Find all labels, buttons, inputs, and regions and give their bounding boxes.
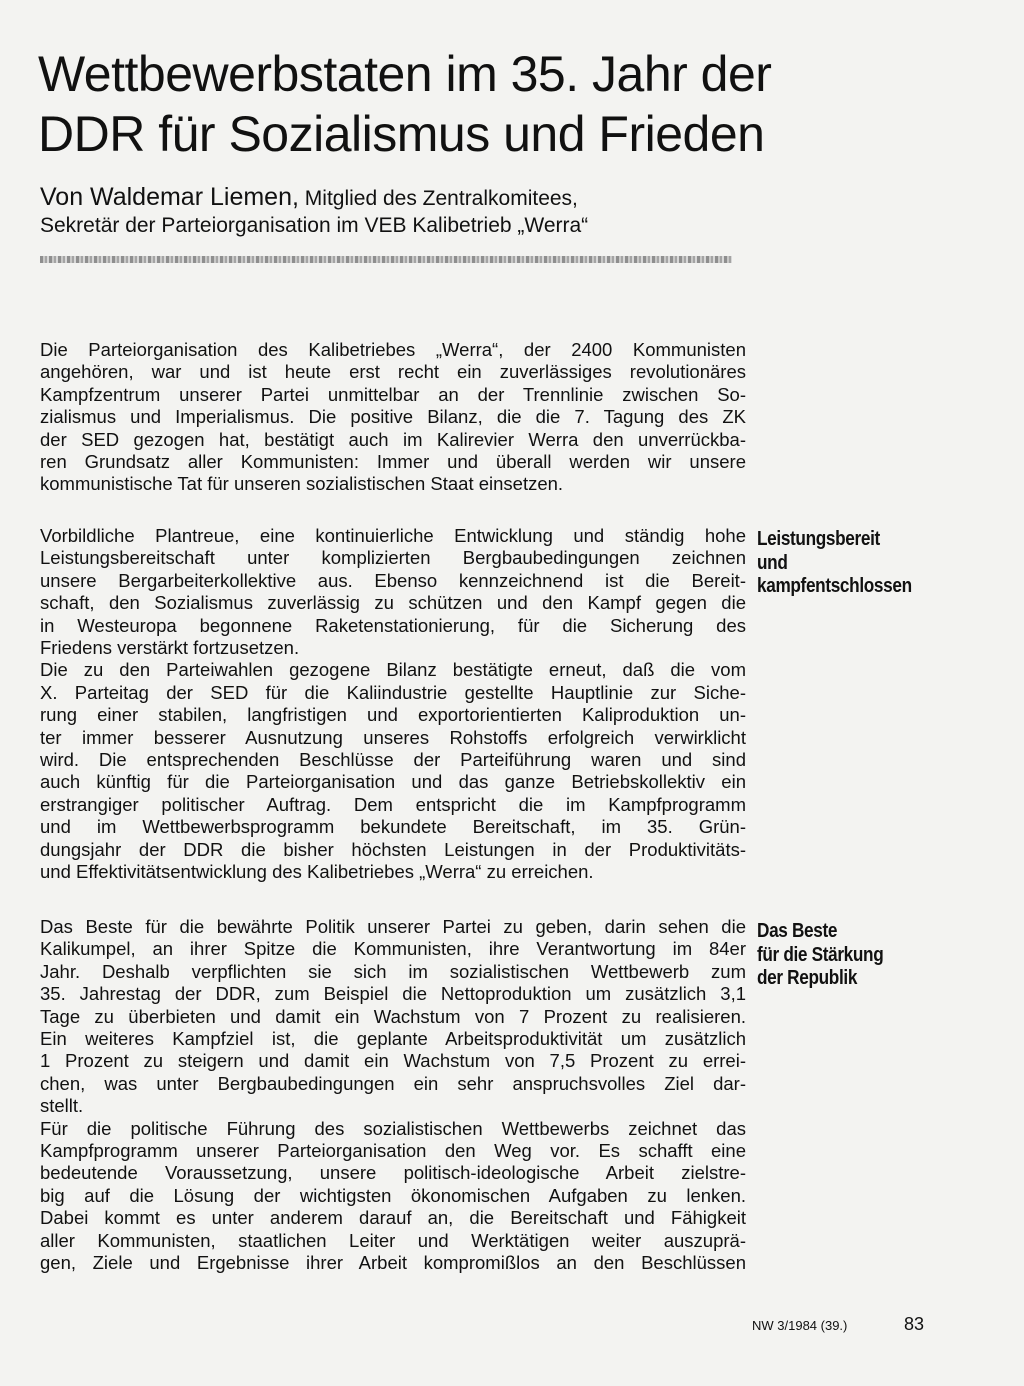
text-line: stellt. [40,1095,84,1117]
margin-heading-line: Leistungsbereit [757,528,880,550]
text-line: Für die politische Führung des sozialistischen Wettbewerbs zeichnet das [40,1117,746,1139]
text-line: Leistungsbereitschaft unter komplizierten Bergbaubedingungen zeichnen [40,547,746,569]
text-line: angehören, war und ist heute erst recht ein zuverlässiges revolutionäres [40,361,746,383]
margin-heading-line: Das Beste [757,920,838,942]
text-line: Die zu den Parteiwahlen gezogene Bilanz bestätigte erneut, daß die vom [40,659,746,681]
title-line: DDR für Sozialismus und Frieden [38,106,765,162]
paragraph [40,1118,746,1275]
text-line: Kampfprogramm unserer Parteiorganisation den Weg vor. Es schafft eine [40,1140,746,1162]
margin-heading-line: und [757,551,788,574]
text-line: Kalikumpel, an ihrer Spitze die Kommunisten, ihre Verantwortung im 84er [40,938,746,960]
paragraph [40,339,746,496]
text-line: erstrangiger politischer Auftrag. Dem entspricht die im Kampfprogramm [40,793,746,815]
text-line: Friedens verstärkt fortzusetzen. [40,637,300,659]
margin-heading-line: für die Stärkung [757,943,884,966]
text-line: dungsjahr der DDR die bisher höchsten Leistungen in der Produktivitäts- [40,838,746,860]
text-line: auch künftig für die Parteiorganisation und das ganze Betriebskollektiv ein [40,771,746,793]
text-line: gen, Ziele und Ergebnisse ihrer Arbeit kompromißlos an den Beschlüssen [40,1252,746,1274]
text-line: big auf die Lösung der wichtigsten ökonomischen Aufgaben zu lenken. [40,1184,746,1206]
margin-heading-1 [757,528,920,599]
text-line: Kampfzentrum unserer Partei unmittelbar an der Trennlinie zwischen So- [40,383,746,405]
article-title [38,44,898,164]
text-line: bedeutende Voraussetzung, unsere politisch-ideologische Arbeit zielstre- [40,1162,746,1184]
text-line: chen, was unter Bergbaubedingungen ein sehr anspruchsvolles Ziel dar- [40,1072,746,1094]
text-line: X. Parteitag der SED für die Kaliindustrie gestellte Hauptlinie zur Siche- [40,681,746,703]
text-line: kommunistische Tat für unseren sozialistischen Staat einsetzen. [40,473,564,495]
text-line: 1 Prozent zu steigern und damit ein Wachstum von 7,5 Prozent zu errei- [40,1050,746,1072]
text-line: und im Wettbewerbsprogramm bekundete Bereitschaft, im 35. Grün- [40,816,746,838]
text-line: zialismus und Imperialismus. Die positive Bilanz, die die 7. Tagung des ZK [40,406,746,428]
divider-rule [40,256,732,263]
byline [40,184,800,239]
title-line: Wettbewerbstaten im 35. Jahr der [38,46,772,102]
text-line: Ein weiteres Kampfziel ist, die geplante Arbeitsproduktivität um zusätzlich [40,1028,746,1050]
body-block-2 [40,525,746,884]
text-line: ren Grundsatz aller Kommunisten: Immer und überall werden wir unsere [40,451,746,473]
text-line: Das Beste für die bewährte Politik unserer Partei zu geben, darin sehen die [40,916,746,937]
text-line: und Effektivitätsentwicklung des Kalibetriebes „Werra“ zu erreichen. [40,861,594,883]
text-line: Die Parteiorganisation des Kalibetriebes „Werra“, der 2400 Kommunisten [40,339,746,360]
margin-heading-2 [757,920,920,991]
author-role: Sekretär der Parteiorganisation im VEB Kalibetrieb „Werra“ [40,214,589,237]
paragraph [40,916,746,1118]
text-line: in Westeuropa begonnene Raketenstationierung, für die Sicherung des [40,614,746,636]
text-line: Jahr. Deshalb verpflichten sie sich im sozialistischen Wettbewerb zum [40,960,746,982]
author-role: Mitglied des Zentralkomitees, [304,187,578,210]
text-line: wird. Die entsprechenden Beschlüsse der Parteiführung waren und sind [40,749,746,771]
issue-reference: NW 3/1984 (39.) [752,1318,848,1333]
text-line: ter immer besserer Ausnutzung unseres Rohstoffs erfolgreich verwirklicht [40,726,746,748]
body-block-3 [40,916,746,1275]
text-line: aller Kommunisten, staatlichen Leiter und Werktätigen weiter auszuprä- [40,1229,746,1251]
margin-heading-line: der Republik [757,967,858,989]
body-block-1 [40,339,746,496]
text-line: Tage zu überbieten und damit ein Wachstum von 7 Prozent zu realisieren. [40,1005,746,1027]
text-line: der SED gezogen hat, bestätigt auch im Kalirevier Werra den unverrückba- [40,428,746,450]
text-line: Vorbildliche Plantreue, eine kontinuierliche Entwicklung und ständig hohe [40,525,746,546]
paragraph [40,659,746,883]
margin-heading-line: kampfentschlossen [757,575,912,597]
page-number: 83 [904,1314,925,1334]
author-name: Von Waldemar Liemen, [40,183,299,211]
text-line: rung einer stabilen, langfristigen und exportorientierten Kaliproduktion un- [40,704,746,726]
paragraph [40,525,746,659]
text-line: schaft, den Sozialismus zuverlässig zu schützen und den Kampf gegen die [40,592,746,614]
text-line: unsere Bergarbeiterkollektive aus. Ebenso kennzeichnend ist die Bereit- [40,569,746,591]
text-line: Dabei kommt es unter anderem darauf an, die Bereitschaft und Fähigkeit [40,1207,746,1229]
text-line: 35. Jahrestag der DDR, zum Beispiel die Nettoproduktion um zusätzlich 3,1 [40,983,746,1005]
